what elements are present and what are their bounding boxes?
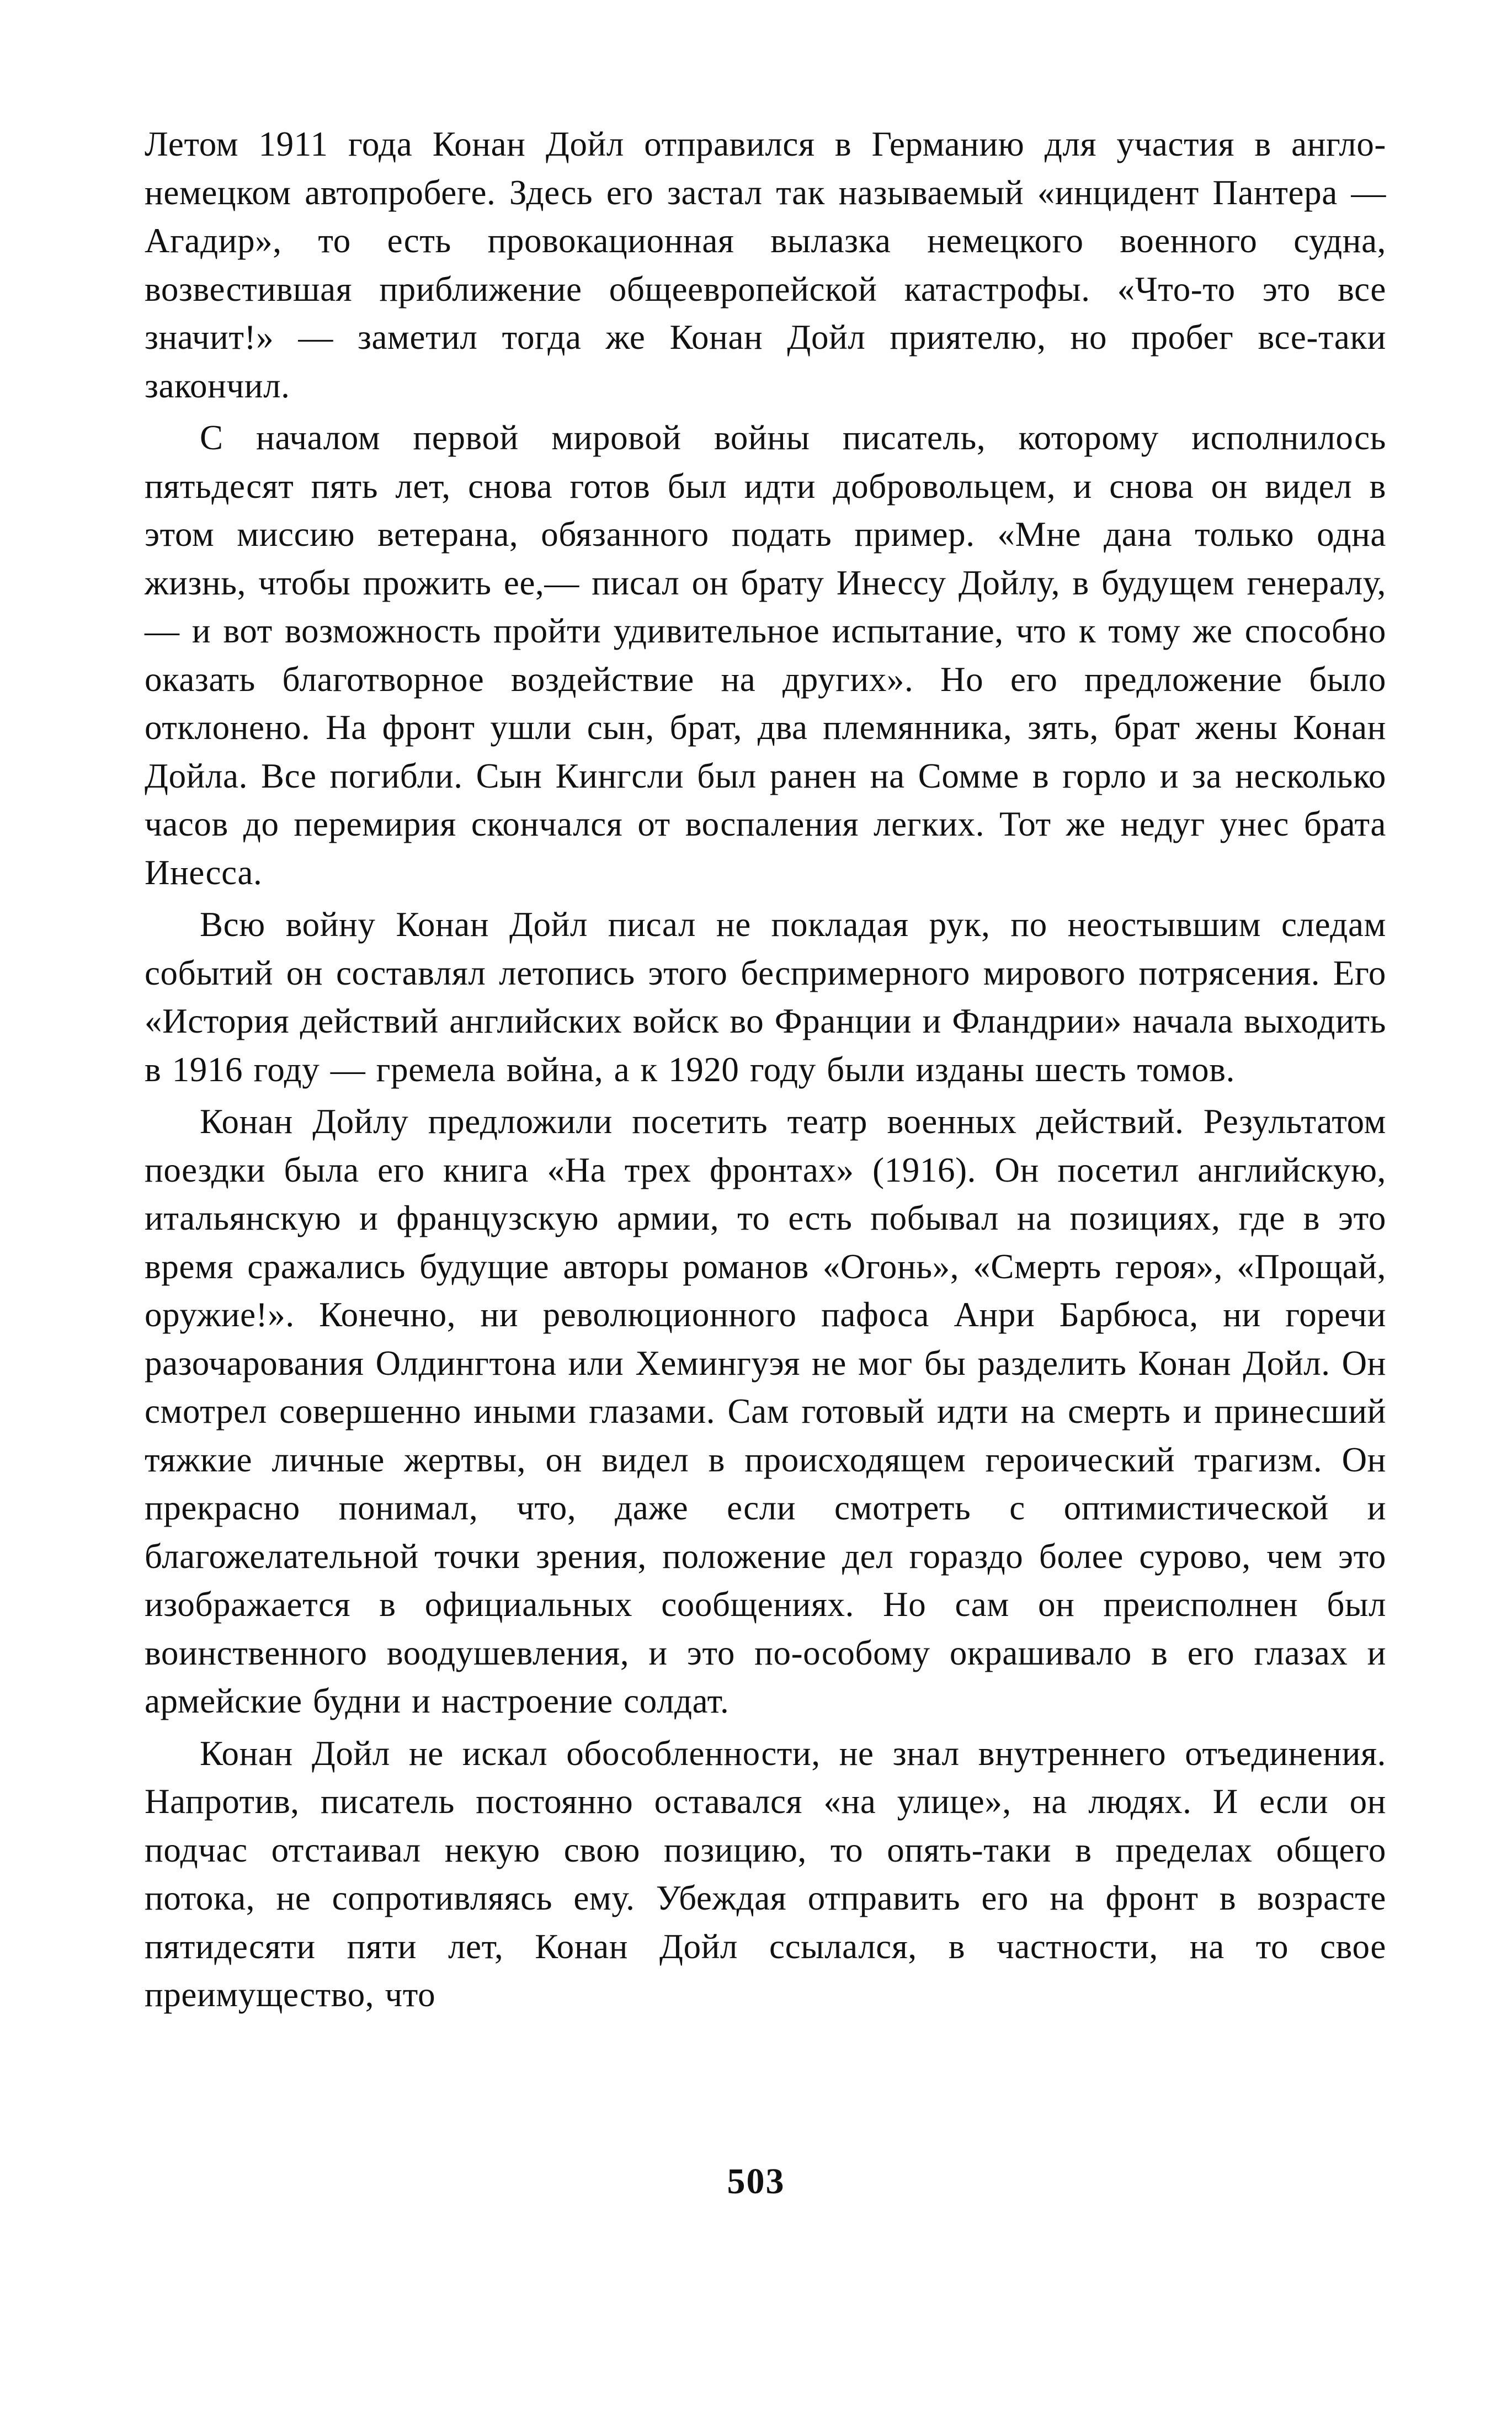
body-text bbox=[145, 120, 1386, 2023]
paragraph-4: Конан Дойлу предложили посетить театр военных действий. Результатом поездки была его книга «На трех фронтах» (1916). Он посетил английскую, итальянскую и французскую армии, то есть побывал на позициях, где в это время сражались будущие авторы романов «Огонь», «Смерть героя», «Прощай, оружие!». Конечно, ни революционного пафоса Анри Барбюса, ни горечи разочарования Олдингтона или Хемингуэя не мог бы разделить Конан Дойл. Он смотрел совершенно иными глазами. Сам готовый идти на смерть и принесший тяжкие личные жертвы, он видел в происходящем героический трагизм. Он прекрасно понимал, что, даже если смотреть с оптимистической и благожелательной точки зрения, положение дел гораздо более сурово, чем это изображается в официальных сообщениях. Но сам он преисполнен был воинственного воодушевления, и это по-особому окрашивало в его глазах и армейские будни и настроение солдат. bbox=[145, 1102, 1386, 1720]
page-number: 503 bbox=[727, 2161, 785, 2202]
paragraph-2: С началом первой мировой войны писатель, которому исполнилось пятьдесят пять лет, снова готов был идти добровольцем, и снова он видел в этом миссию ветерана, обязанного подать пример. «Мне дана только одна жизнь, чтобы прожить ее,— писал он брату Инессу Дойлу, в будущем генералу,— и вот возможность пройти удивительное испытание, что к тому же способно оказать благотворное воздействие на других». Но его предложение было отклонено. На фронт ушли сын, брат, два племянника, зять, брат жены Конан Дойла. Все погибли. Сын Кингсли был ранен на Сомме в горло и за несколько часов до перемирия скончался от воспаления легких. Тот же недуг унес брата Инесса. bbox=[145, 418, 1386, 892]
paragraph-5: Конан Дойл не искал обособленности, не знал внутреннего отъединения. Напротив, писатель постоянно оставался «на улице», на людях. И если он подчас отстаивал некую свою позицию, то опять-таки в пределах общего потока, не сопротивляясь ему. Убеждая отправить его на фронт в возрасте пятидесяти пяти лет, Конан Дойл ссылался, в частности, на то свое преимущество, что bbox=[145, 1734, 1386, 2014]
paragraph-1: Летом 1911 года Конан Дойл отправился в Германию для участия в англо-немецком автопробеге. Здесь его застал так называемый «инцидент Пантера — Агадир», то есть провокационная вылазка немецкого военного судна, возвестившая приближение общеевропейской катастрофы. «Что-то это все значит!» — заметил тогда же Конан Дойл приятелю, но пробег все-таки закончил. bbox=[145, 125, 1386, 405]
paragraph-3: Всю войну Конан Дойл писал не покладая рук, по неостывшим следам событий он составлял летопись этого беспримерного мирового потрясения. Его «История действий английских войск во Франции и Фландрии» начала выходить в 1916 году — гремела война, а к 1920 году были изданы шесть томов. bbox=[145, 905, 1386, 1089]
